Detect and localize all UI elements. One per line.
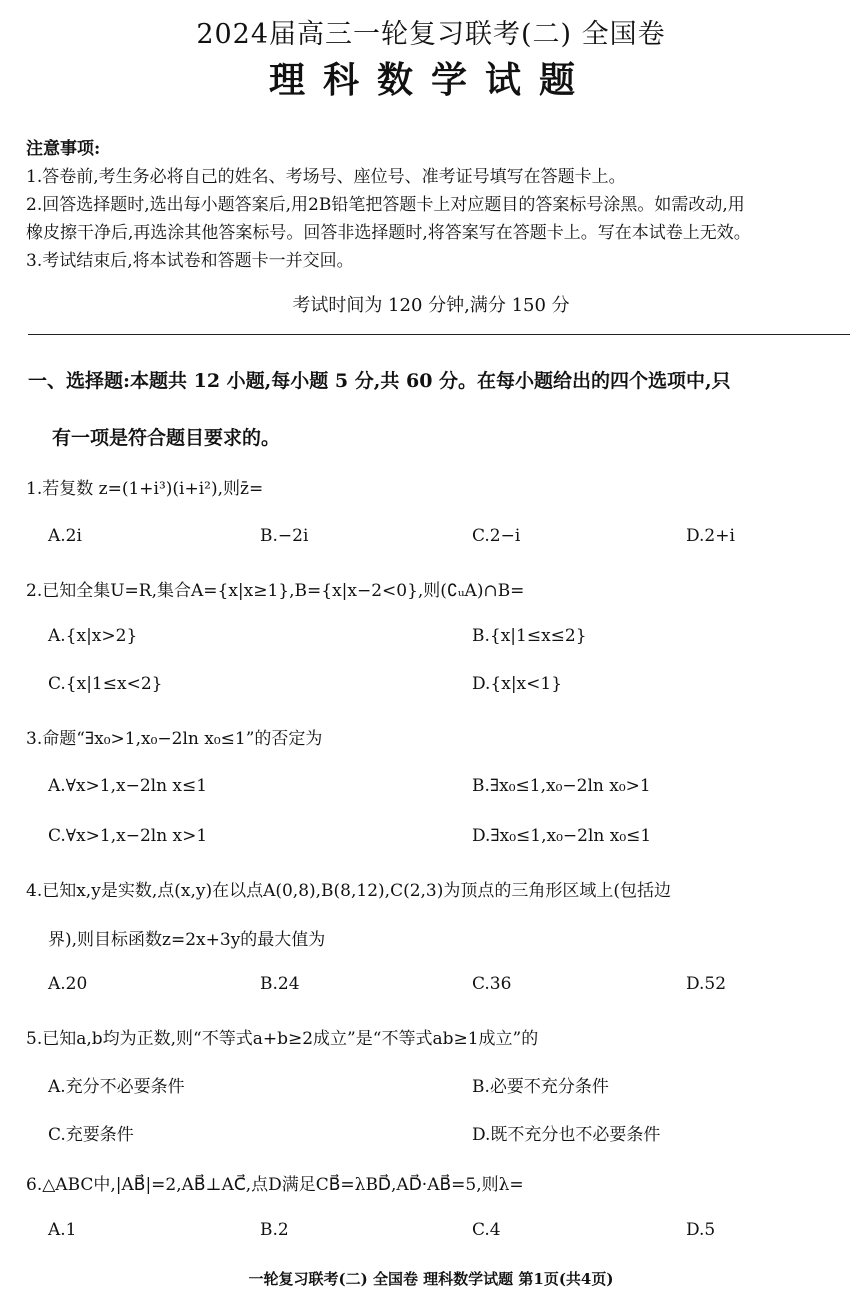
option: C.{x|1≤x<2} — [48, 674, 163, 694]
option: A.1 — [48, 1220, 77, 1240]
note-item: 2.回答选择题时,选出每小题答案后,用2B铅笔把答题卡上对应题目的答案标号涂黑。如需改动,用 — [26, 195, 745, 215]
option: B.−2i — [260, 526, 309, 546]
exam-subtitle: 理科数学试题 — [268, 59, 593, 101]
option: C.36 — [472, 974, 512, 994]
question-stem: 5.已知a,b均为正数,则“不等式a+b≥2成立”是“不等式ab≥1成立”的 — [26, 1029, 539, 1049]
option: D.2+i — [686, 526, 735, 546]
question-stem-cont: 界),则目标函数z=2x+3y的最大值为 — [48, 930, 326, 950]
question-stem: 4.已知x,y是实数,点(x,y)在以点A(0,8),B(8,12),C(2,3)为顶点的三角形区域上(包括边 — [26, 881, 672, 901]
option: B.∃x₀≤1,x₀−2ln x₀>1 — [472, 776, 651, 796]
question-stem: 3.命题“∃x₀>1,x₀−2ln x₀≤1”的否定为 — [26, 729, 323, 749]
note-item: 3.考试结束后,将本试卷和答题卡一并交回。 — [26, 251, 354, 271]
option: A.{x|x>2} — [48, 626, 138, 646]
option: C.4 — [472, 1220, 501, 1240]
option: B.必要不充分条件 — [472, 1077, 609, 1097]
option: B.2 — [260, 1220, 289, 1240]
note-item: 1.答卷前,考生务必将自己的姓名、考场号、座位号、准考证号填写在答题卡上。 — [26, 167, 626, 187]
option: D.5 — [686, 1220, 716, 1240]
option: C.2−i — [472, 526, 521, 546]
exam-time: 考试时间为 120 分钟,满分 150 分 — [292, 295, 570, 316]
question-stem: 6.△ABC中,|AB⃗|=2,AB⃗⊥AC⃗,点D满足CB⃗=λBD⃗,AD⃗·AB⃗=5,则λ= — [26, 1175, 524, 1195]
option: C.充要条件 — [48, 1125, 134, 1145]
page-footer: 一轮复习联考(二) 全国卷 理科数学试题 第1页(共4页) — [248, 1270, 614, 1288]
exam-title: 2024届高三一轮复习联考(二) 全国卷 — [196, 19, 666, 50]
option: D.{x|x<1} — [472, 674, 563, 694]
divider — [28, 334, 850, 335]
option: A.2i — [48, 526, 82, 546]
option: D.52 — [686, 974, 727, 994]
option: B.24 — [260, 974, 300, 994]
option: A.∀x>1,x−2ln x≤1 — [48, 776, 208, 796]
option: B.{x|1≤x≤2} — [472, 626, 587, 646]
question-stem: 1.若复数 z=(1+i³)(i+i²),则z̄= — [26, 479, 264, 499]
note-item: 橡皮擦干净后,再选涂其他答案标号。回答非选择题时,将答案写在答题卡上。写在本试卷上无效。 — [26, 223, 751, 243]
section-heading: 一、选择题:本题共 12 小题,每小题 5 分,共 60 分。在每小题给出的四个选项中,只 — [28, 370, 731, 392]
option: D.既不充分也不必要条件 — [472, 1125, 661, 1145]
notes-heading: 注意事项: — [26, 139, 101, 159]
option: D.∃x₀≤1,x₀−2ln x₀≤1 — [472, 826, 652, 846]
notes-block — [26, 135, 852, 275]
section-heading-cont: 有一项是符合题目要求的。 — [52, 427, 281, 449]
question-stem: 2.已知全集U=R,集合A={x|x≥1},B={x|x−2<0},则(∁ᵤA)∩B= — [26, 581, 525, 601]
option: C.∀x>1,x−2ln x>1 — [48, 826, 208, 846]
option: A.20 — [48, 974, 88, 994]
option: A.充分不必要条件 — [48, 1077, 185, 1097]
